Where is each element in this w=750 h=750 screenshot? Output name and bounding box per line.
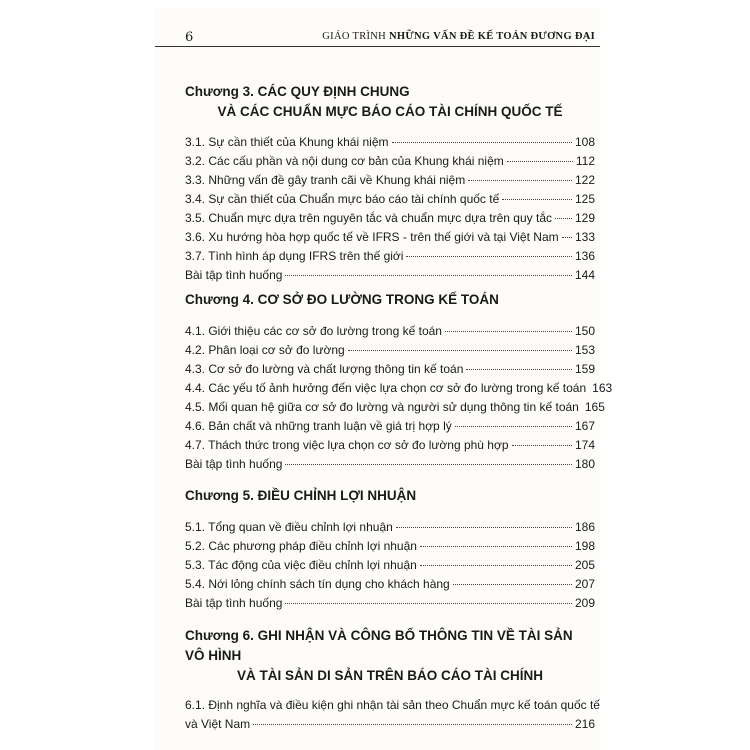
- toc-entry[interactable]: [185, 417, 595, 436]
- leader-dots: [406, 256, 572, 257]
- entry-page: 136: [574, 249, 595, 263]
- entry-page: 209: [574, 596, 595, 610]
- toc-entry[interactable]: [185, 247, 595, 266]
- entry-page: 198: [574, 539, 595, 553]
- entry-label: 5.4. Nới lỏng chính sách tín dụng cho khách hàng: [185, 577, 450, 591]
- entry-page: 165: [584, 400, 605, 414]
- toc-entry[interactable]: [185, 360, 595, 379]
- entry-label: Bài tập tình huống: [185, 457, 283, 471]
- toc-entry[interactable]: [185, 556, 595, 575]
- toc-entry[interactable]: [185, 190, 595, 209]
- toc-entry[interactable]: [185, 133, 595, 152]
- leader-dots: [420, 546, 572, 547]
- chapter-subtitle: VÀ TÀI SẢN DI SẢN TRÊN BÁO CÁO TÀI CHÍNH: [236, 668, 543, 683]
- leader-dots: [555, 218, 572, 219]
- leader-dots: [466, 369, 572, 370]
- entry-page: 180: [574, 457, 595, 471]
- entry-page: 108: [574, 135, 595, 149]
- toc-entry[interactable]: [185, 266, 595, 285]
- entry-label: 5.2. Các phương pháp điều chỉnh lợi nhuận: [185, 539, 417, 553]
- entry-label-continued: và Việt Nam: [185, 717, 251, 731]
- leader-dots: [348, 350, 572, 351]
- entry-page: 150: [574, 324, 595, 338]
- entry-label: 4.3. Cơ sở đo lường và chất lượng thông tin kế toán: [185, 362, 464, 376]
- entry-label: 4.1. Giới thiệu các cơ sở đo lường trong kế toán: [185, 324, 442, 338]
- leader-dots: [455, 426, 572, 427]
- toc-entry[interactable]: [185, 341, 595, 360]
- chapter-5: [185, 486, 595, 613]
- leader-dots: [253, 724, 572, 725]
- running-header: [155, 18, 600, 47]
- toc-entry[interactable]: [185, 228, 595, 247]
- toc-entry[interactable]: [185, 209, 595, 228]
- entry-label: 4.2. Phân loại cơ sở đo lường: [185, 343, 345, 357]
- leader-dots: [453, 584, 572, 585]
- entry-page: 205: [574, 558, 595, 572]
- entry-page: 125: [574, 192, 595, 206]
- entry-page: 153: [574, 343, 595, 357]
- toc-entry[interactable]: [185, 171, 595, 190]
- leader-dots: [468, 180, 572, 181]
- page-number: 6: [185, 30, 194, 45]
- leader-dots: [507, 161, 573, 162]
- entry-page: 122: [574, 173, 595, 187]
- entry-label: 4.4. Các yếu tố ảnh hưởng đến việc lựa chọn cơ sở đo lường trong kế toán: [185, 381, 587, 395]
- chapter-4: [185, 290, 613, 474]
- leader-dots: [285, 275, 572, 276]
- entry-page: 216: [574, 717, 595, 731]
- entry-page: 186: [574, 520, 595, 534]
- leader-dots: [285, 464, 572, 465]
- toc-entry[interactable]: [185, 594, 595, 613]
- toc-entry[interactable]: [185, 455, 595, 474]
- leader-dots: [420, 565, 572, 566]
- chapter-title: Chương 5. ĐIỀU CHỈNH LỢI NHUẬN: [185, 488, 417, 503]
- entry-page: 144: [574, 268, 595, 282]
- entry-label: 3.7. Tình hình áp dụng IFRS trên thế giới: [185, 249, 404, 263]
- chapter-subtitle: VÀ CÁC CHUẨN MỰC BÁO CÁO TÀI CHÍNH QUỐC TẾ: [217, 104, 563, 119]
- entry-label: 6.1. Định nghĩa và điều kiện ghi nhận tài sản theo Chuẩn mực kế toán quốc tế: [185, 698, 600, 712]
- toc-entry[interactable]: [185, 537, 595, 556]
- entry-page: 129: [574, 211, 595, 225]
- toc-entry[interactable]: [185, 436, 595, 455]
- entry-page: 167: [574, 419, 595, 433]
- entry-label: 3.1. Sự cần thiết của Khung khái niệm: [185, 135, 389, 149]
- book-page: [155, 8, 613, 750]
- running-title: [322, 31, 595, 42]
- leader-dots: [392, 142, 572, 143]
- entry-page: 159: [574, 362, 595, 376]
- leader-dots: [396, 527, 572, 528]
- entry-page: 112: [575, 154, 595, 168]
- leader-dots: [512, 445, 572, 446]
- entry-label: 3.4. Sự cần thiết của Chuẩn mực báo cáo tài chính quốc tế: [185, 192, 500, 206]
- entry-label: Bài tập tình huống: [185, 268, 283, 282]
- entry-label: 3.2. Các cấu phần và nội dung cơ bản của Khung khái niệm: [185, 154, 504, 168]
- toc-entry[interactable]: [185, 575, 595, 594]
- leader-dots: [445, 331, 572, 332]
- chapter-title: Chương 6. GHI NHẬN VÀ CÔNG BỐ THÔNG TIN VỀ TÀI SẢN VÔ HÌNH: [185, 628, 573, 663]
- running-title-prefix: GIÁO TRÌNH: [322, 31, 387, 42]
- entry-label: 4.7. Thách thức trong việc lựa chọn cơ sở đo lường phù hợp: [185, 438, 509, 452]
- chapter-6: [185, 626, 600, 734]
- chapter-3: [185, 82, 595, 285]
- running-title-main: NHỮNG VẤN ĐỀ KẾ TOÁN ĐƯƠNG ĐẠI: [389, 31, 595, 42]
- toc-entry[interactable]: [185, 696, 600, 734]
- leader-dots: [502, 199, 572, 200]
- entry-label: Bài tập tình huống: [185, 596, 283, 610]
- entry-page: 174: [574, 438, 595, 452]
- toc-entry[interactable]: [185, 322, 595, 341]
- chapter-title: Chương 3. CÁC QUY ĐỊNH CHUNG: [185, 84, 410, 99]
- entry-label: 4.6. Bản chất và những tranh luận về giá trị hợp lý: [185, 419, 452, 433]
- entry-label: 4.5. Mối quan hệ giữa cơ sở đo lường và người sử dụng thông tin kế toán: [185, 400, 579, 414]
- chapter-title: Chương 4. CƠ SỞ ĐO LƯỜNG TRONG KẾ TOÁN: [185, 292, 499, 307]
- entry-label: 3.3. Những vấn đề gây tranh cãi về Khung khái niệm: [185, 173, 466, 187]
- toc-entry[interactable]: [185, 379, 613, 398]
- entry-page: 133: [574, 230, 595, 244]
- entry-label: 3.6. Xu hướng hòa hợp quốc tế về IFRS - trên thế giới và tại Việt Nam: [185, 230, 559, 244]
- toc-entry[interactable]: [185, 398, 605, 417]
- entry-label: 3.5. Chuẩn mực dựa trên nguyên tắc và chuẩn mực dựa trên quy tắc: [185, 211, 552, 225]
- leader-dots: [562, 237, 572, 238]
- entry-page: 207: [574, 577, 595, 591]
- leader-dots: [285, 603, 572, 604]
- entry-label: 5.1. Tổng quan về điều chỉnh lợi nhuận: [185, 520, 393, 534]
- toc-entry[interactable]: [185, 152, 595, 171]
- toc-entry[interactable]: [185, 518, 595, 537]
- entry-page: 163: [592, 381, 613, 395]
- entry-label: 5.3. Tác động của việc điều chỉnh lợi nhuận: [185, 558, 417, 572]
